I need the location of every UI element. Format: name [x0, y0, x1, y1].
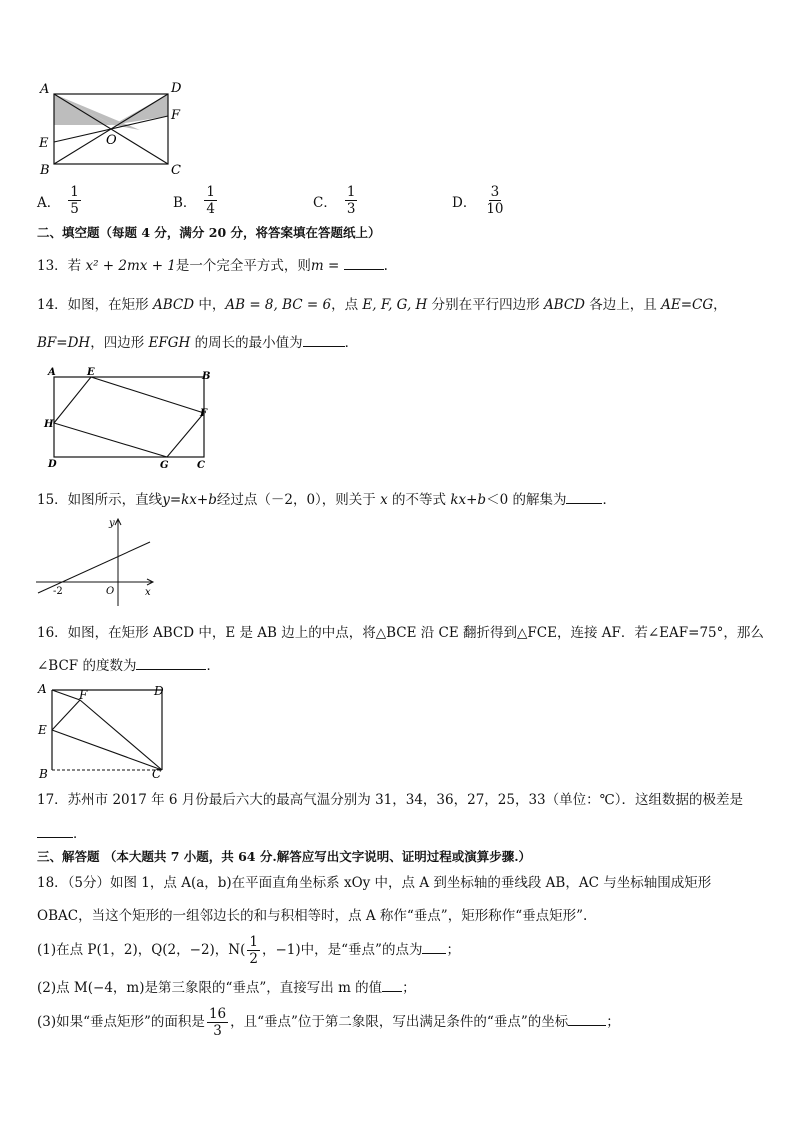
question-16-line2: ∠BCF 的度数为 ． — [37, 655, 220, 675]
label-f: F — [200, 408, 208, 419]
figure-q14 — [40, 364, 220, 474]
label-f: F — [171, 108, 181, 123]
segment-fc — [80, 700, 162, 770]
label-origin: O — [106, 586, 115, 597]
option-d: D． $\frac{3}{10}$ — [452, 184, 504, 217]
label-e: E — [38, 723, 47, 737]
label-d: D — [171, 81, 182, 96]
answer-blank-14[interactable] — [303, 332, 345, 347]
label-b: B — [40, 163, 50, 178]
option-c: C． $\frac{1}{3}$ — [313, 184, 356, 217]
question-14-line1: 14．如图，在矩形 ABCD 中，AB = 8, BC = 6，点 E, F, G, H 分别在平行四边形 ABCD 各边上，且 AE=CG， — [37, 297, 727, 313]
label-b: B — [202, 371, 211, 382]
answer-blank-13[interactable] — [344, 255, 384, 270]
label-e: E — [87, 367, 95, 378]
option-a: A． $\frac{1}{5}$ — [37, 184, 79, 217]
option-b: B． $\frac{1}{4}$ — [173, 184, 216, 217]
question-14-line2: BF=DH，四边形 EFGH 的周长的最小值为 ． — [37, 332, 358, 352]
segment-ef — [52, 700, 80, 730]
question-18-part2: (2)点 M(−4，m)是第三象限的“垂点”，直接写出 m 的值 ； — [37, 977, 416, 997]
answer-blank-18-2[interactable] — [382, 977, 402, 992]
label-c: C — [171, 163, 181, 178]
question-18-line2: OBAC，当这个矩形的一组邻边长的和与积相等时，点 A 称作“垂点”，矩形称作“垂点矩形”. — [37, 908, 588, 924]
answer-blank-18-3[interactable] — [568, 1011, 606, 1026]
segment-ec — [52, 730, 162, 770]
question-17-line2: ． — [37, 823, 87, 843]
label-neg2: -2 — [53, 586, 63, 597]
label-e: E — [39, 136, 49, 151]
label-d: D — [154, 684, 164, 698]
segment-af — [52, 690, 80, 700]
question-18-line1: 18．（5分）如图 1，点 A(a，b)在平面直角坐标系 xOy 中，点 A 到坐标轴的垂线段 AB，AC 与坐标轴围成矩形 — [37, 875, 712, 891]
label-h: H — [44, 419, 54, 430]
question-18-part1: (1)在点 P(1，2)，Q(2，−2)，N( $\frac{1}{2}$ ，−1)中，是“垂点”的点为 ； — [37, 934, 460, 967]
figure-q16 — [30, 678, 178, 782]
label-c: C — [197, 460, 205, 471]
answer-blank-17[interactable] — [37, 823, 73, 838]
question-18-part3: (3)如果“垂点矩形”的面积是 $\frac{16}{3}$ ，且“垂点”位于第二象限，写出满足条件的“垂点”的坐标 ； — [37, 1006, 620, 1039]
answer-blank-16[interactable] — [136, 655, 206, 670]
label-y: y — [109, 518, 115, 529]
label-a: A — [40, 82, 50, 97]
question-16-line1: 16．如图，在矩形 ABCD 中，E 是 AB 边上的中点，将△BCE 沿 CE 翻折得到△FCE，连接 AF．若∠EAF=75°，那么 — [37, 625, 764, 641]
question-15: 15．如图所示，直线y=kx+b经过点（－2，0），则关于 x 的不等式 kx+b＜0 的解集为 ． — [37, 489, 616, 509]
label-f: F — [79, 688, 88, 702]
answer-blank-18-1[interactable] — [422, 939, 446, 954]
label-c: C — [152, 767, 162, 781]
figure-q15 — [30, 514, 160, 610]
label-d: D — [48, 459, 57, 470]
label-o: O — [106, 133, 117, 148]
label-b: B — [39, 767, 48, 781]
label-a: A — [38, 682, 47, 696]
label-x: x — [145, 587, 151, 598]
label-a: A — [48, 367, 56, 378]
answer-blank-15[interactable] — [566, 489, 602, 504]
section3-heading: 三、解答题 （本大题共 7 小题，共 64 分.解答应写出文字说明、证明过程或演算步骤.） — [37, 849, 532, 864]
quadrilateral-efgh — [54, 377, 204, 457]
section2-heading: 二、填空题（每题 4 分，满分 20 分，将答案填在答题纸上） — [37, 225, 381, 240]
figure-q12 — [30, 78, 190, 178]
label-g: G — [160, 460, 169, 471]
question-13: 13．若 x² + 2mx + 1是一个完全平方式，则m = . — [37, 255, 388, 275]
question-17-line1: 17．苏州市 2017 年 6 月份最后六大的最高气温分别为 31，34，36，27，25，33（单位：℃）．这组数据的极差是 — [37, 792, 744, 808]
